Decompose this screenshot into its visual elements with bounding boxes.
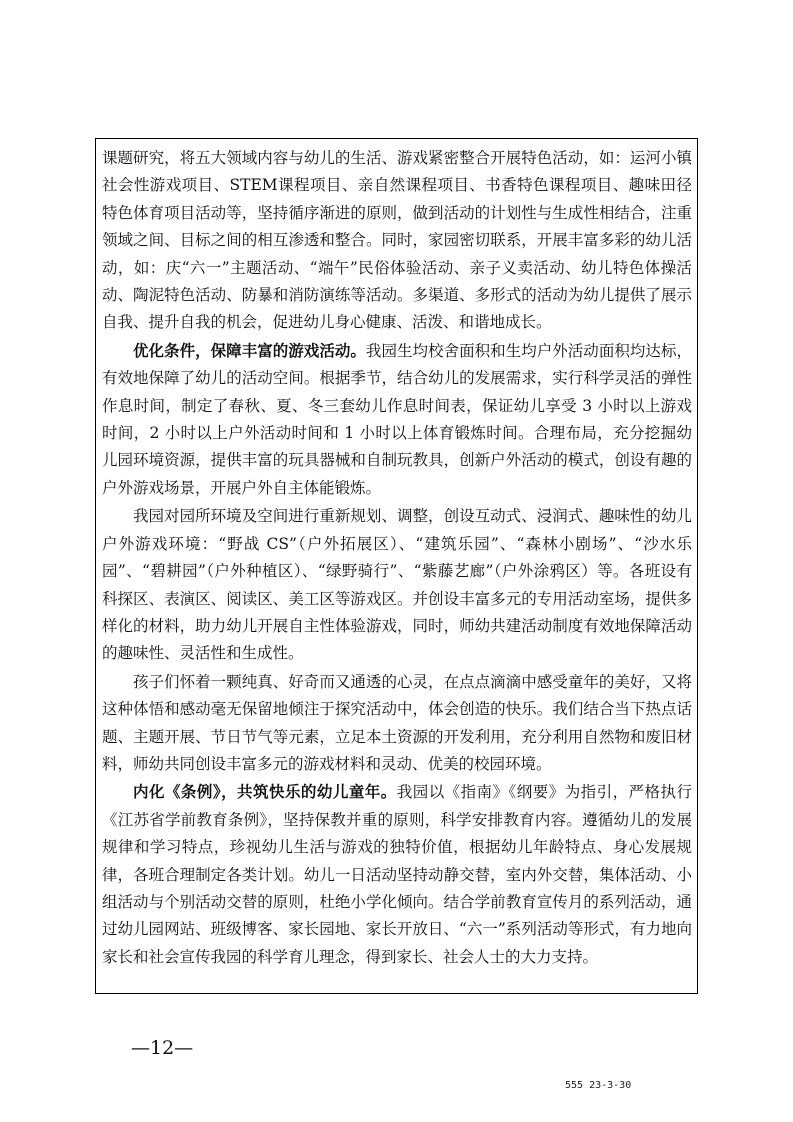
paragraph-text: 课题研究，将五大领域内容与幼儿的生活、游戏紧密整合开展特色活动，如：运河小镇社会性游戏项目、STEM课程项目、亲自然课程项目、书香特色课程项目、趣味田径特色体育项目活动等，坚持循序渐进的原则，做到活动的计划性与生成性相结合，注重领域之间、目标之间的相互渗透和整合。同时，家园密切联系，开展丰富多彩的幼儿活动，如：庆“六一”主题活动、“端午”民俗体验活动、亲子义卖活动、幼儿特色体操活动、陶泥特色活动、防暴和消防演练等活动。多渠道、多形式的活动为幼儿提供了展示自我、提升自我的机会，促进幼儿身心健康、活泼、和谐地成长。 bbox=[102, 149, 692, 332]
paragraph-1 bbox=[102, 144, 692, 337]
paragraph-text: 我园以《指南》《纲要》为指引，严格执行《江苏省学前教育条例》，坚持保教并重的原则，科学安排教育内容。遵循幼儿的发展规律和学习特点，珍视幼儿生活与游戏的独特价值，根据幼儿年龄特点、身心发展规律，各班合理制定各类计划。幼儿一日活动坚持动静交替，室内外交替，集体活动、小组活动与个别活动交替的原则，杜绝小学化倾向。结合学前教育宣传月的系列活动，通过幼儿园网站、班级博客、家长园地、家长开放日、“六一”系列活动等形式，有力地向家长和社会宣传我园的科学育儿理念，得到家长、社会人士的大力支持。 bbox=[102, 783, 692, 966]
paragraph-4 bbox=[102, 668, 692, 779]
paragraph-lead: 优化条件，保障丰富的游戏活动。 bbox=[133, 340, 366, 360]
print-stamp: 555 23-3-30 bbox=[565, 1080, 632, 1091]
paragraph-text: 孩子们怀着一颗纯真、好奇而又通透的心灵，在点点滴滴中感受童年的美好，又将这种体悟和感动毫无保留地倾注于探究活动中，体会创造的快乐。我们结合当下热点话题、主题开展、节日节气等元素，立足本土资源的开发利用，充分利用自然物和废旧材料，师幼共同创设丰富多元的游戏材料和灵动、优美的校园环境。 bbox=[102, 672, 692, 773]
paragraph-5 bbox=[102, 778, 692, 971]
paragraph-text: 我园对园所环境及空间进行重新规划、调整，创设互动式、浸润式、趣味性的幼儿户外游戏环境：“野战 CS”（户外拓展区）、“建筑乐园”、“森林小剧场”、“沙水乐园”、“碧耕园”（户外种植区）、“绿野骑行”、“紫藤艺廊”（户外涂鸦区）等。各班设有科探区、表演区、阅读区、美工区等游戏区。并创设丰富多元的专用活动室场，提供多样化的材料，助力幼儿开展自主性体验游戏，同时，师幼共建活动制度有效地保障活动的趣味性、灵活性和生成性。 bbox=[102, 507, 692, 663]
paragraph-text: 我园生均校舍面积和生均户外活动面积均达标，有效地保障了幼儿的活动空间。根据季节，结合幼儿的发展需求，实行科学灵活的弹性作息时间，制定了春秋、夏、冬三套幼儿作息时间表，保证幼儿享受 3 小时以上游戏时间，2 小时以上户外活动时间和 1 小时以上体育锻炼时间。合理布局，充分挖掘幼儿园环境资源，提供丰富的玩具器械和自制玩教具，创新户外活动的模式，创设有趣的户外游戏场景，开展户外自主体能锻炼。 bbox=[102, 341, 692, 497]
document-body bbox=[102, 144, 692, 971]
paragraph-2 bbox=[102, 337, 692, 502]
page-number: —12— bbox=[131, 1037, 194, 1059]
paragraph-3 bbox=[102, 502, 692, 667]
paragraph-lead: 内化《条例》，共筑快乐的幼儿童年。 bbox=[133, 782, 397, 802]
